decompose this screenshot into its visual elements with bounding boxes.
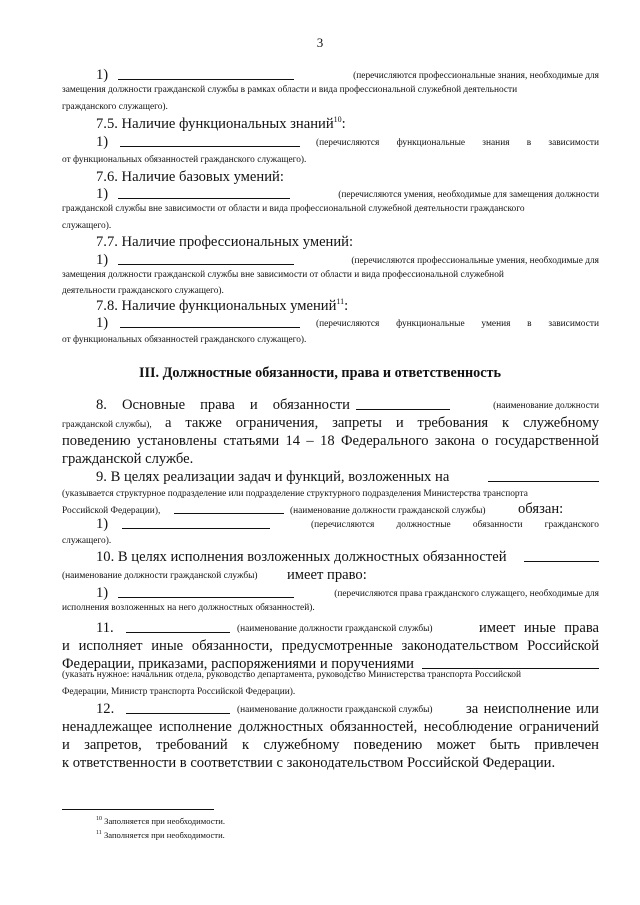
blank-field[interactable] — [118, 187, 290, 203]
section-heading — [96, 117, 346, 132]
footnote-number: 10 — [96, 816, 102, 823]
heading-colon: : — [344, 298, 349, 314]
paragraph-text: и запретов, требований к служебному поведению может быть привлечен — [62, 737, 599, 753]
instruction-note: (наименование должности — [493, 401, 599, 411]
blank-field[interactable] — [118, 68, 294, 84]
instruction-note: гражданской службы), — [62, 420, 152, 430]
paragraph-lead: 9. В целях реализации задач и функций, возложенных на — [96, 469, 450, 485]
paragraph-text: гражданской службе. — [62, 451, 194, 467]
instruction-note: (наименование должности гражданской службы) — [62, 571, 258, 581]
list-item-number: 1) — [96, 186, 109, 202]
footnote — [96, 817, 225, 826]
paragraph-text: обязан: — [518, 501, 564, 517]
heading-text: 7.5. Наличие функциональных знаний — [96, 116, 334, 132]
instruction-note: деятельности гражданского служащего). — [62, 286, 224, 296]
instruction-note: от функциональных обязанностей гражданского служащего). — [62, 155, 307, 165]
paragraph-text: поведению установлены статьями 14 – 18 Федерального закона о государственной — [62, 433, 599, 449]
footnote-number: 11 — [96, 830, 102, 837]
instruction-note: исполнения возложенных на него должностных обязанностей). — [62, 603, 315, 613]
instruction-note: (перечисляются умения, необходимые для замещения должности — [338, 190, 599, 200]
blank-field[interactable] — [122, 517, 270, 533]
footnote-ref[interactable]: 11 — [336, 297, 345, 307]
instruction-note: замещения должности гражданской службы в рамках области и вида профессиональной служебной деятельности — [62, 85, 518, 95]
instruction-note: (наименование должности гражданской службы) — [237, 624, 433, 634]
instruction-note: замещения должности гражданской службы вне зависимости от области и вида профессиональной служебной — [62, 270, 504, 280]
blank-field[interactable] — [356, 398, 450, 414]
blank-field[interactable] — [120, 316, 300, 332]
section-title: III. Должностные обязанности, права и ответственность — [138, 365, 502, 381]
instruction-note: (перечисляются функциональные умения в зависимости — [316, 319, 599, 329]
paragraph-lead: 8. Основные права и обязанности — [96, 397, 350, 413]
blank-field[interactable] — [126, 621, 230, 637]
footnote-separator — [62, 809, 214, 810]
instruction-note: (перечисляются должностные обязанности гражданского — [311, 520, 599, 530]
instruction-note: гражданской службы вне зависимости от области и вида профессиональной служебной деятельности гражданского — [62, 204, 525, 214]
instruction-note: (наименование должности гражданской службы) — [237, 705, 433, 715]
instruction-note: служащего). — [62, 221, 112, 231]
paragraph-lead: 11. — [96, 620, 114, 636]
blank-field[interactable] — [118, 253, 294, 269]
heading-colon: : — [341, 116, 346, 132]
paragraph-text: имеет иные права — [479, 620, 599, 636]
blank-field[interactable] — [126, 702, 230, 718]
footnote-ref[interactable]: 10 — [333, 115, 342, 125]
list-item-number: 1) — [96, 585, 109, 601]
list-item-number: 1) — [96, 67, 109, 83]
instruction-note: (перечисляются права гражданского служащего, необходимые для — [334, 589, 599, 599]
section-heading: 7.6. Наличие базовых умений: — [96, 169, 284, 185]
paragraph-text: к ответственности в соответствии с законодательством Российской Федерации. — [62, 755, 556, 771]
blank-field[interactable] — [120, 135, 300, 151]
paragraph-text: ненадлежащее исполнение должностных обязанностей, несоблюдение ограничений — [62, 719, 599, 735]
instruction-note: (перечисляются профессиональные умения, необходимые для — [351, 256, 599, 266]
instruction-note: служащего). — [62, 536, 112, 546]
instruction-note: гражданского служащего). — [62, 102, 168, 112]
paragraph-lead: 10. В целях исполнения возложенных должностных обязанностей — [96, 549, 507, 565]
paragraph-text: и исполняет иные обязанности, предусмотренные законодательством Российской — [62, 638, 599, 654]
instruction-note: (указывается структурное подразделение или подразделение структурного подразделения Министерства транспорта — [62, 489, 528, 499]
blank-field[interactable] — [174, 502, 284, 518]
instruction-note: от функциональных обязанностей гражданского служащего). — [62, 335, 307, 345]
footnote-text: Заполняется при необходимости. — [104, 816, 226, 826]
list-item-number: 1) — [96, 516, 109, 532]
section-heading: 7.7. Наличие профессиональных умений: — [96, 234, 354, 250]
paragraph-lead: 12. — [96, 701, 115, 717]
paragraph-text: Федерации, приказами, распоряжениями и поручениями — [62, 656, 414, 672]
heading-text: 7.8. Наличие функциональных умений — [96, 298, 337, 314]
paragraph-text: а также ограничения, запреты и требования к служебному — [165, 415, 599, 431]
paragraph-text: за неисполнение или — [466, 701, 599, 717]
list-item-number: 1) — [96, 252, 109, 268]
paragraph-text: имеет право: — [287, 567, 367, 583]
footnote — [96, 831, 225, 840]
instruction-note: Федерации, Министр транспорта Российской Федерации). — [62, 687, 296, 697]
section-heading — [96, 299, 348, 314]
instruction-note: (наименование должности гражданской службы) — [290, 506, 486, 516]
blank-field[interactable] — [524, 550, 599, 566]
blank-field[interactable] — [488, 470, 599, 486]
instruction-note: Российской Федерации), — [62, 506, 161, 516]
list-item-number: 1) — [96, 315, 109, 331]
page-number: 3 — [316, 35, 324, 50]
instruction-note: (перечисляются функциональные знания в зависимости — [316, 138, 599, 148]
instruction-note: (указать нужное: начальник отдела, руководство департамента, руководство Министерства транспорта Российской — [62, 670, 521, 680]
footnote-text: Заполняется при необходимости. — [103, 830, 225, 840]
list-item-number: 1) — [96, 134, 109, 150]
blank-field[interactable] — [118, 586, 294, 602]
instruction-note: (перечисляются профессиональные знания, необходимые для — [353, 71, 599, 81]
